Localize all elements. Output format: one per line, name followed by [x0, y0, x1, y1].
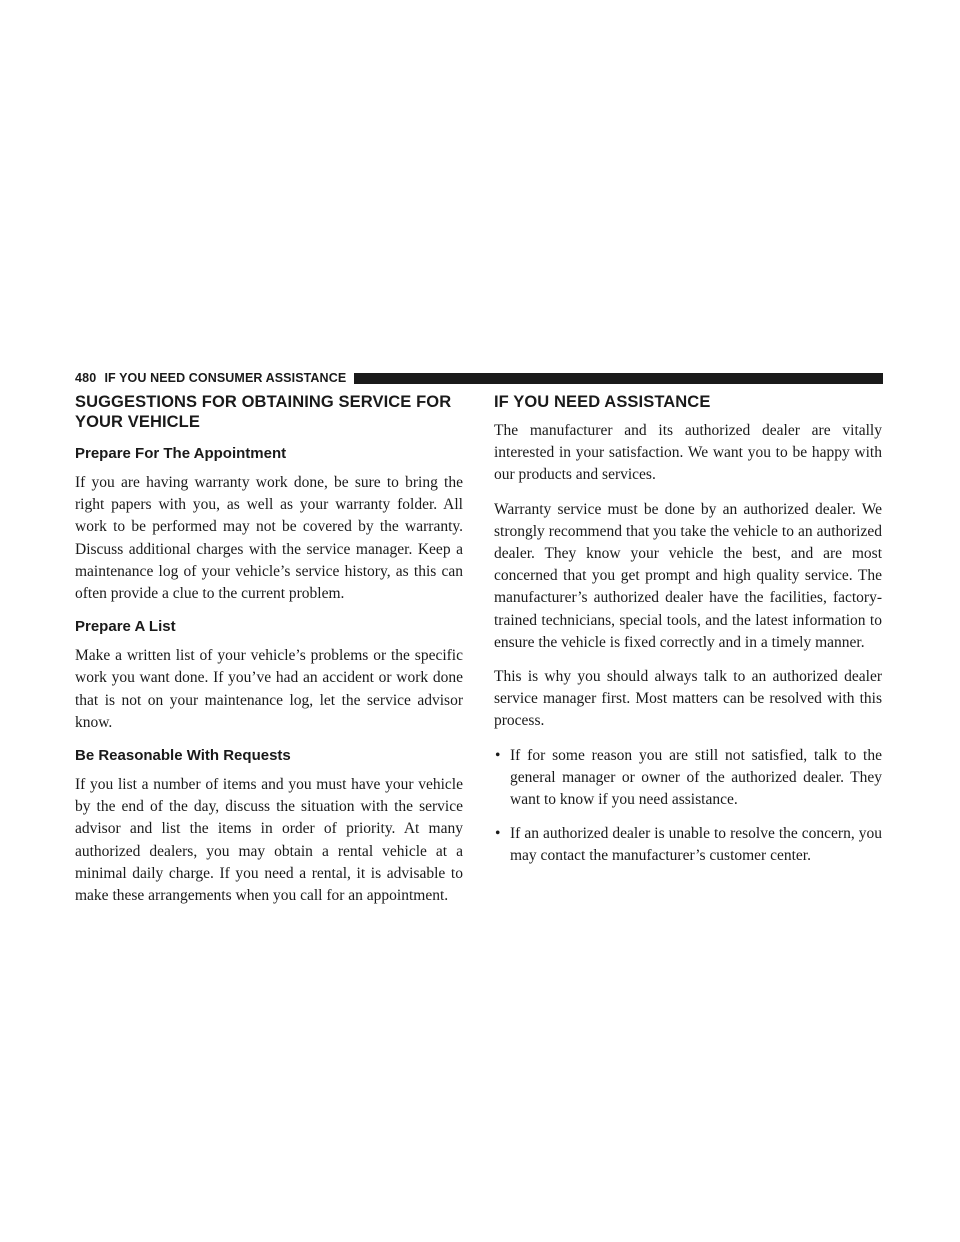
assistance-list: [494, 745, 882, 868]
list-item-text: If an authorized dealer is unable to resolve the concern, you may contact the manufacturer’s customer center.: [510, 825, 882, 865]
list-item-text: If for some reason you are still not satisfied, talk to the general manager or owner of the authorized dealer. They want to know if you need assistance.: [510, 746, 882, 809]
header-rule: [354, 373, 883, 384]
heading-prepare-appointment: Prepare For The Appointment: [75, 445, 287, 462]
running-header: [75, 370, 883, 386]
heading-prepare-list: Prepare A List: [75, 618, 176, 636]
paragraph-prepare-list: Make a written list of your vehicle’s problems or the specific work you want done. If you’ve had an accident or work done that is not on your maintenance log, let the service advisor know.: [75, 647, 463, 731]
paragraph-warranty-service: Warranty service must be done by an authorized dealer. We strongly recommend that you take the vehicle to an authorized dealer. They know your vehicle the best, and are most concerned that you get prompt and high quality service. The manufacturer’s authorized dealer have the facilities, factory-trained technicians, special tools, and the latest information to ensure the vehicle is fixed correctly and in a timely manner.: [494, 500, 882, 651]
bullet-icon: •: [495, 746, 501, 764]
list-item: [494, 745, 882, 812]
right-section-title: IF YOU NEED ASSISTANCE: [494, 393, 711, 411]
left-column: [75, 392, 463, 919]
paragraph-prepare-appointment: If you are having warranty work done, be sure to bring the right papers with you, as well as your warranty folder. All work to be performed may not be covered by the warranty. Discuss additional charges with the service manager. Keep a maintenance log of your vehicle’s service history, as this can often provide a clue to the current problem.: [75, 474, 463, 603]
paragraph-reasonable-requests: If you list a number of items and you must have your vehicle by the end of the day, discuss the situation with the service advisor and list the items in order of priority. At many authorized dealers, you may obtain a rental vehicle at a minimal daily charge. If you need a rental, it is advisable to make these arrangements when you call for an appointment.: [75, 776, 463, 905]
page-number: 480: [75, 371, 97, 385]
list-item: [494, 823, 882, 867]
heading-reasonable-requests: Be Reasonable With Requests: [75, 747, 291, 765]
left-section-title: SUGGESTIONS FOR OBTAINING SERVICE FOR YOUR VEHICLE: [75, 393, 452, 431]
paragraph-talk-to-manager: This is why you should always talk to an authorized dealer service manager first. Most matters can be resolved with this process.: [494, 668, 882, 730]
paragraph-satisfaction: The manufacturer and its authorized dealer are vitally interested in your satisfaction. We want you to be happy with our products and services.: [494, 422, 882, 484]
bullet-icon: •: [495, 825, 501, 843]
section-label: IF YOU NEED CONSUMER ASSISTANCE: [104, 371, 347, 385]
right-column: [494, 392, 882, 880]
